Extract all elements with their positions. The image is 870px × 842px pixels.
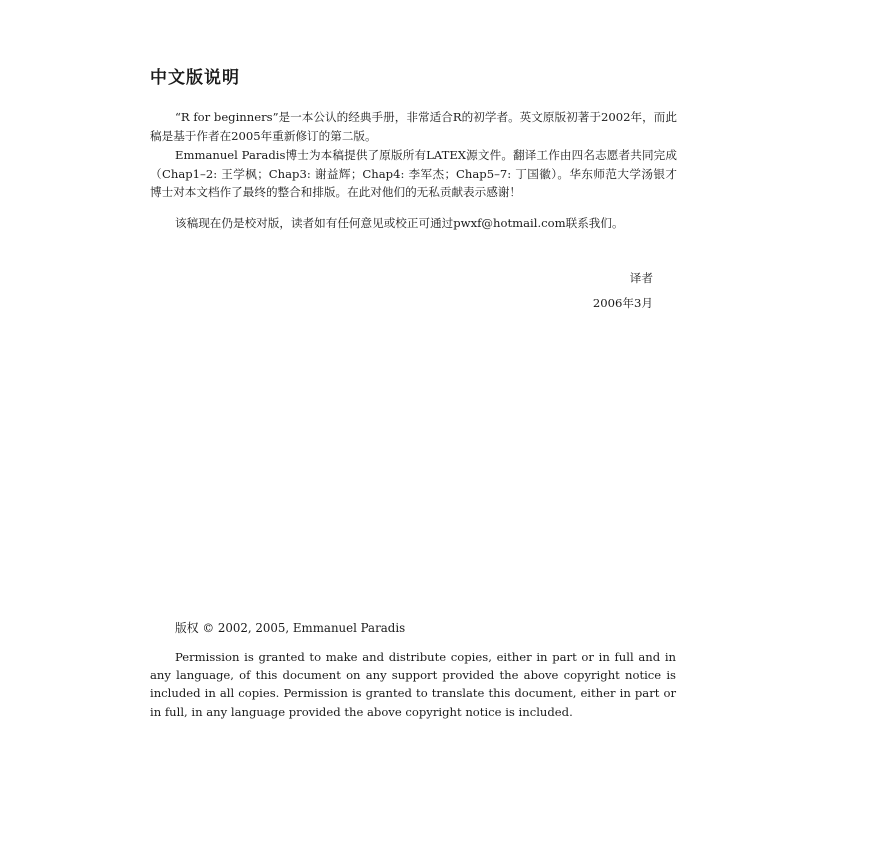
signature-role: 译者 xyxy=(629,271,653,285)
copyright-line: 版权 © 2002, 2005, Emmanuel Paradis xyxy=(175,621,406,635)
page-title: 中文版说明 xyxy=(150,68,240,88)
acknowledgement-paragraph: Emmanuel Paradis博士为本稿提供了原版所有LATEX源文件。翻译工作由四名志愿者共同完成（Chap1–2: 王学枫；Chap3: 谢益辉；Chap4: 李军杰；Chap5–7: 丁国徽）。华东师范大学汤银才博士对本文档作了最终的整合和排版。在此对他们的无私贡献表示感谢！ xyxy=(150,148,677,199)
permission-notice: Permission is granted to make and distribute copies, either in part or in full and in any language, of this document on any support provided the above copyright notice is included in all copies. Permission is granted to translate this document, either in part or in full, in any language provided the above copyright notice is included. xyxy=(150,650,676,719)
signature-date: 2006年3月 xyxy=(592,296,653,310)
intro-paragraph: “R for beginners”是一本公认的经典手册，非常适合R的初学者。英文原版初著于2002年，而此稿是基于作者在2005年重新修订的第二版。 xyxy=(150,110,677,143)
contact-paragraph: 该稿现在仍是校对版，读者如有任何意见或校正可通过pwxf@hotmail.com联系我们。 xyxy=(175,216,624,230)
